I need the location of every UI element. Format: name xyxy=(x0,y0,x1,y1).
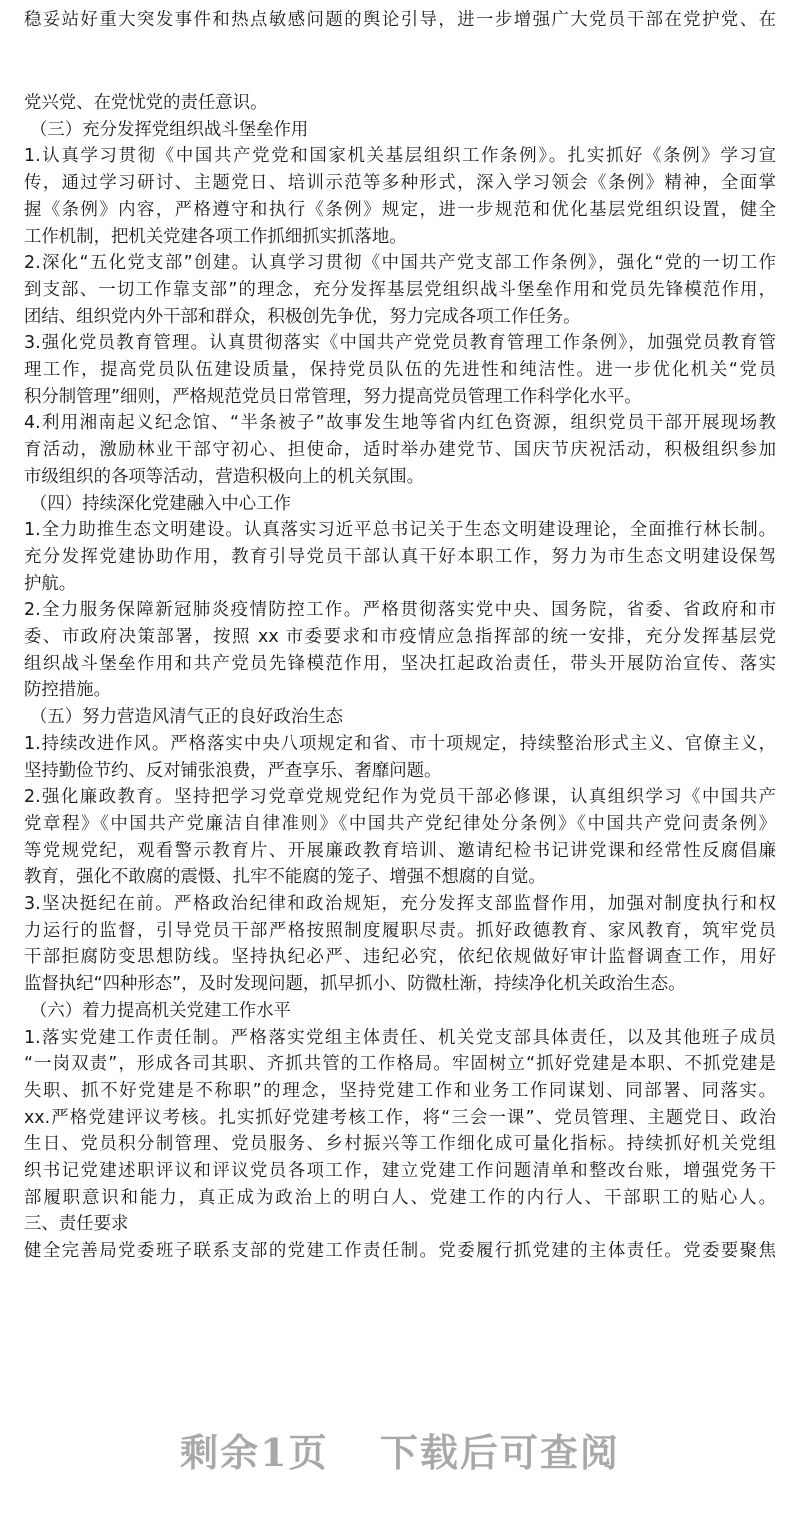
text-line: 3.坚决挺纪在前。严格政治纪律和政治规矩，充分发挥支部监督作用，加强对制度执行和权 xyxy=(24,894,776,914)
section-heading: （五）努力营造风清气正的良好政治生态 xyxy=(30,707,344,728)
text-line: 3.强化党员教育管理。认真贯彻落实《中国共产党党员教育管理工作条例》，加强党员教育管 xyxy=(24,333,776,354)
text-line: 充分发挥党建协助作用，教育引导党员干部认真干好本职工作，努力为市生态文明建设保驾 xyxy=(24,546,776,567)
text-line: 失职、抓不好党建是不称职”的理念，坚持党建工作和业务工作同谋划、同部署、同落实。 xyxy=(24,1080,776,1101)
text-line: 2.强化廉政教育。坚持把学习党章党规党纪作为党员干部必修课，认真组织学习《中国共产 xyxy=(24,787,776,808)
text-line: 稳妥站好重大突发事件和热点敏感问题的舆论引导，进一步增强广大党员干部在党护党、在 xyxy=(24,10,776,30)
text-line: 监督执纪“四种形态”，及时发现问题，抓早抓小、防微杜渐，持续净化机关政治生态。 xyxy=(24,974,686,995)
section-heading: （四）持续深化党建融入中心工作 xyxy=(30,493,291,514)
text-line: 4.利用湘南起义纪念馆、“半条被子”故事发生地等省内红色资源，组织党员干部开展现场教 xyxy=(24,413,776,434)
text-line: 市级组织的各项等活动，营造积极向上的机关氛围。 xyxy=(24,466,424,487)
text-line: 等党规党纪，观看警示教育片、开展廉政教育培训、邀请纪检书记讲党课和经常性反腐倡廉 xyxy=(24,840,776,861)
text-line: 积分制管理”细则，严格规范党员日常管理，努力提高党员管理工作科学化水平。 xyxy=(24,386,642,407)
text-line: 教育，强化不敢腐的震慑、扎牢不能腐的笼子、增强不想腐的自觉。 xyxy=(24,867,546,888)
text-line: 坚持勤俭节约、反对铺张浪费，严查享乐、奢靡问题。 xyxy=(24,760,442,781)
text-line: xx.严格党建评议考核。扎实抓好党建考核工作，将“三会一课”、党员管理、主题党日、政治 xyxy=(24,1107,776,1128)
text-line: 传，通过学习研讨、主题党日、培训示范等多种形式，深入学习领会《条例》精神，全面掌 xyxy=(24,173,776,194)
text-line: 生日、党员积分制管理、党员服务、乡村振兴等工作细化成可量化指标。持续抓好机关党组 xyxy=(24,1134,776,1155)
text-line: 三、责任要求 xyxy=(24,1214,129,1235)
download-to-view-label[interactable]: 下载后可查阅 xyxy=(379,1430,620,1475)
section-heading: （三）充分发挥党组织战斗堡垒作用 xyxy=(30,119,309,140)
text-line: 部履职意识和能力，真正成为政治上的明白人、党建工作的内行人、干部职工的贴心人。 xyxy=(24,1187,776,1208)
remaining-pages-label: 剩余1页 xyxy=(180,1430,329,1475)
text-line: 理工作，提高党员队伍建设质量，保持党员队伍的先进性和纯洁性。进一步优化机关“党员 xyxy=(24,360,776,380)
text-line: 1.全力助推生态文明建设。认真落实习近平总书记关于生态文明建设理论，全面推行林长制。 xyxy=(24,520,776,541)
section-heading: （六）着力提高机关党建工作水平 xyxy=(30,1000,291,1021)
text-line: 织书记党建述职评议和评议党员各项工作，建立党建工作问题清单和整改台账，增强党务干 xyxy=(24,1161,776,1181)
text-line: 党章程》《中国共产党廉洁自律准则》《中国共产党纪律处分条例》《中国共产党问责条例》 xyxy=(24,813,776,834)
text-line: 2.全力服务保障新冠肺炎疫情防控工作。严格贯彻落实党中央、国务院，省委、省政府和市 xyxy=(24,600,776,621)
download-banner[interactable] xyxy=(0,1422,800,1477)
text-line: 党兴党、在党忧党的责任意识。 xyxy=(24,93,268,113)
text-line: 干部拒腐防变思想防线。坚持执纪必严、违纪必究，依纪依规做好审计监督调查工作，用好 xyxy=(24,947,776,968)
text-line: 1.认真学习贯彻《中国共产党党和国家机关基层组织工作条例》。扎实抓好《条例》学习宣 xyxy=(24,146,776,167)
text-line: 1.持续改进作风。严格落实中央八项规定和省、市十项规定，持续整治形式主义、官僚主义， xyxy=(24,733,776,754)
text-line: 工作机制，把机关党建各项工作抓细抓实抓落地。 xyxy=(24,226,407,247)
text-line: “一岗双责”，形成各司其职、齐抓共管的工作格局。牢固树立“抓好党建是本职、不抓党建是 xyxy=(24,1054,776,1075)
text-line: 握《条例》内容，严格遵守和执行《条例》规定，进一步规范和优化基层党组织设置，健全 xyxy=(24,199,776,220)
text-line: 防控措施。 xyxy=(24,680,111,701)
text-line: 力运行的监督，引导党员干部严格按照制度履职尽责。抓好政德教育、家风教育，筑牢党员 xyxy=(24,920,776,941)
text-line: 育活动，激励林业干部守初心、担使命，适时举办建党节、国庆节庆祝活动，积极组织参加 xyxy=(24,440,776,461)
text-line: 2.深化“五化党支部”创建。认真学习贯彻《中国共产党支部工作条例》，强化“党的一切工作 xyxy=(24,253,776,274)
text-line: 护航。 xyxy=(24,573,77,594)
text-line: 健全完善局党委班子联系支部的党建工作责任制。党委履行抓党建的主体责任。党委要聚焦 xyxy=(24,1241,776,1262)
text-line: 组织战斗堡垒作用和共产党员先锋模范作用，坚决扛起政治责任，带头开展防治宣传、落实 xyxy=(24,653,776,674)
text-line: 到支部、一切工作靠支部”的理念，充分发挥基层党组织战斗堡垒作用和党员先锋模范作用， xyxy=(24,279,776,300)
text-line: 委、市政府决策部署，按照 xx 市委要求和市疫情应急指挥部的统一安排，充分发挥基层党 xyxy=(24,627,776,647)
text-line: 团结、组织党内外干部和群众，积极创先争优，努力完成各项工作任务。 xyxy=(24,306,581,327)
text-line: 1.落实党建工作责任制。严格落实党组主体责任、机关党支部具体责任，以及其他班子成员 xyxy=(24,1027,776,1048)
